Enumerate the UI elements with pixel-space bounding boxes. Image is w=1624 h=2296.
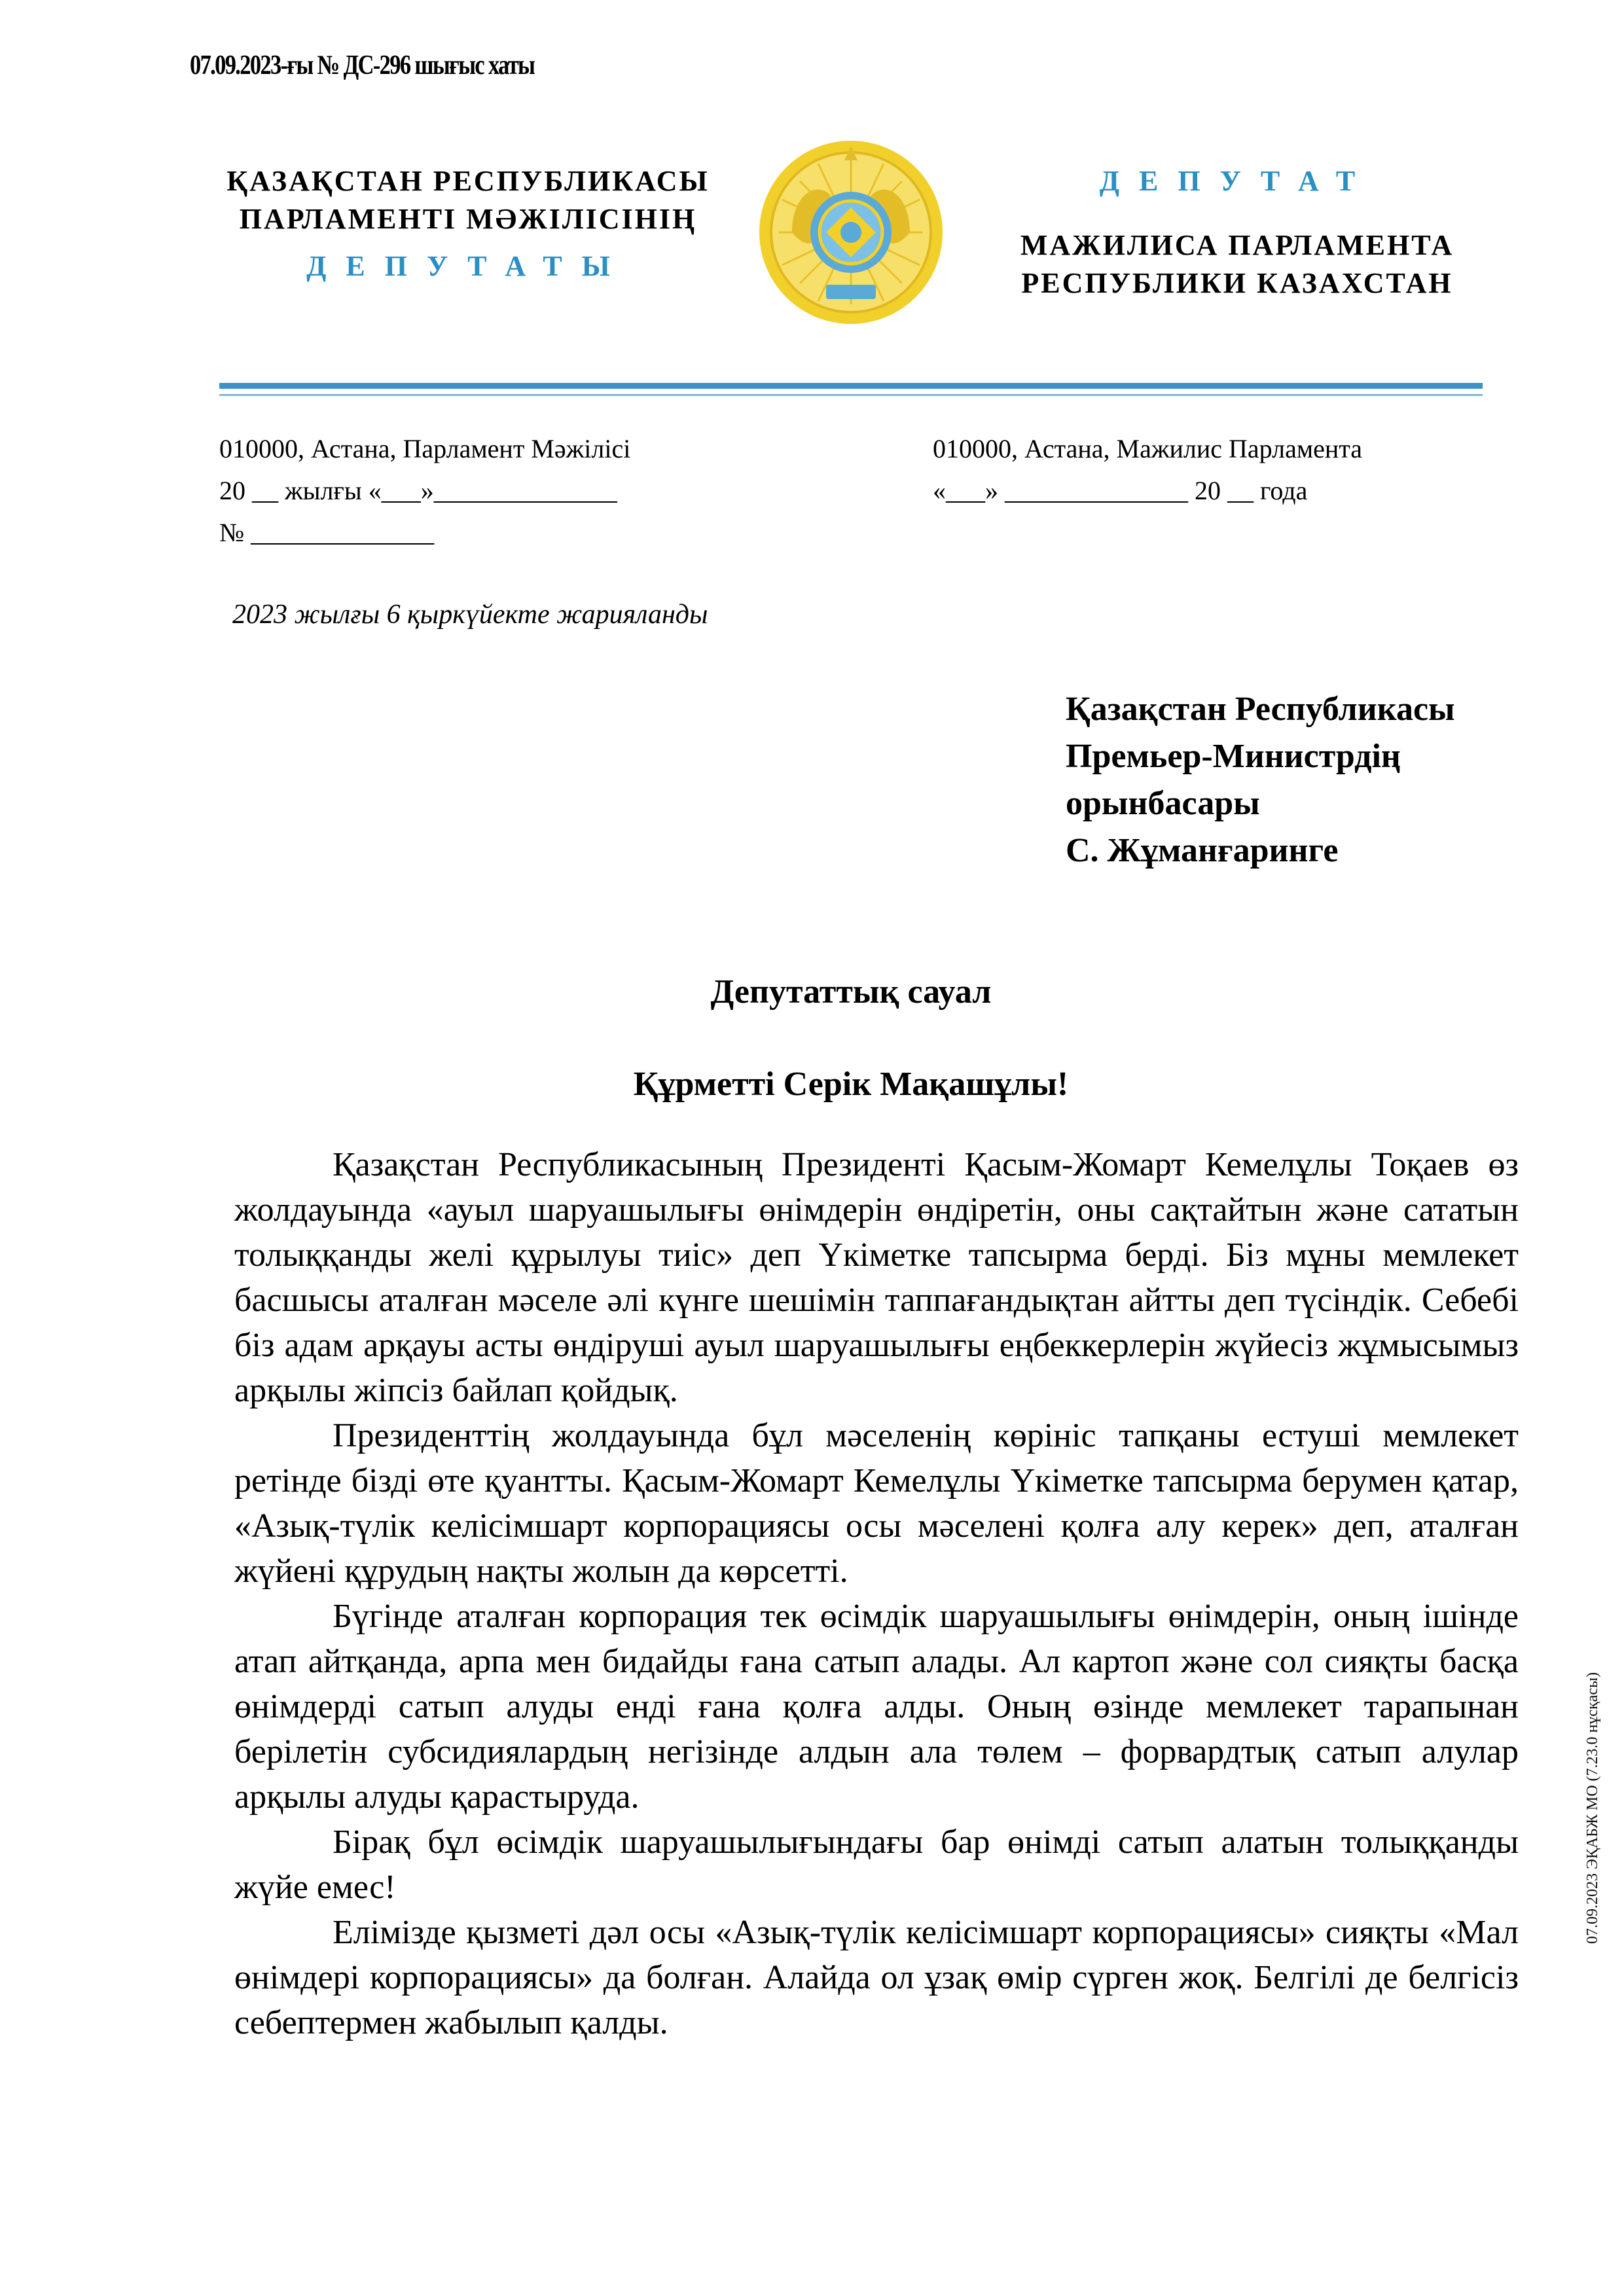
letterhead-left-title: ДЕПУТАТЫ <box>306 250 630 282</box>
addressee-line4: С. Жұманғаринге <box>1066 832 1339 869</box>
body-paragraph: Елімізде қызметі дәл осы «Азық-түлік келісімшарт корпорациясы» сияқты «Мал өнімдері корпорациясы» да болған. Алайда ол ұзақ өмір сүрген жоқ. Белгілі де белгісіз себептермен жабылып қалды. <box>234 1914 1519 2041</box>
document-system-side-mark: 07.09.2023 ЭҚАБЖ МО (7.23.0 нұсқасы) <box>1584 1672 1601 1944</box>
body-paragraph: Президенттің жолдауында бұл мәселенің көрініс тапқаны естуші мемлекет ретінде бізді өте қуантты. Қасым-Жомарт Кемелұлы Үкіметке тапсырма берумен қатар, «Азық-түлік келісімшарт корпорациясы осы мәселені қолға алу керек» деп, аталған жүйені құрудың нақты жолын да көрсетті. <box>234 1417 1519 1590</box>
kazakhstan-state-emblem-icon <box>753 134 949 331</box>
outgoing-letter-reference: 07.09.2023-ғы № ДС-296 шығыс хаты <box>190 50 535 81</box>
addressee-line1: Қазақстан Республикасы <box>1066 691 1455 728</box>
letterhead-left-line1: ҚАЗАҚСТАН РЕСПУБЛИКАСЫ <box>226 165 710 197</box>
address-block-russian <box>933 428 1362 512</box>
document-title: Депутаттық сауал <box>710 973 992 1011</box>
address-block-kazakh <box>219 428 630 554</box>
letterhead-right <box>988 162 1486 302</box>
letterhead-left <box>219 162 717 285</box>
letterhead-left-line2: ПАРЛАМЕНТІ МӘЖІЛІСІНІҢ <box>239 203 697 235</box>
letter-body <box>234 1142 1519 2045</box>
addressee-block <box>1066 686 1455 874</box>
addressee-line3: орынбасары <box>1066 785 1260 822</box>
address-right-line1: 010000, Астана, Мажилис Парламента <box>933 434 1363 463</box>
salutation: Құрметті Серік Мақашұлы! <box>633 1066 1069 1103</box>
published-date-note: 2023 жылғы 6 қыркүйекте жарияланды <box>232 600 708 630</box>
address-left-line1: 010000, Астана, Парламент Мәжілісі <box>219 434 631 463</box>
letterhead-right-title: ДЕПУТАТ <box>1099 165 1375 197</box>
addressee-line2: Премьер-Министрдің <box>1066 738 1401 775</box>
body-paragraph: Бүгінде аталған корпорация тек өсімдік шаруашылығы өнімдерін, оның ішінде атап айтқанда, арпа мен бидайды ғана сатып алады. Ал картоп және сол сияқты басқа өнімдерді сатып алуды енді ғана қолға алды. Оның өзінде мемлекет тарапынан берілетін субсидиялардың негізінде алдын ала төлем – форвардтық сатып алулар арқылы алуды қарастыруда. <box>234 1598 1519 1816</box>
letterhead-divider-thin <box>219 394 1483 396</box>
address-left-line3: № ______________ <box>219 518 435 547</box>
letterhead-right-line1: МАЖИЛИСА ПАРЛАМЕНТА <box>1020 229 1454 261</box>
body-paragraph: Бірақ бұл өсімдік шаруашылығындағы бар өнімді сатып алатын толыққанды жүйе емес! <box>234 1823 1519 1906</box>
address-right-line2: «___» ______________ 20 __ года <box>933 476 1308 505</box>
letterhead-right-line2: РЕСПУБЛИКИ КАЗАХСТАН <box>1021 267 1453 299</box>
body-paragraph: Қазақстан Республикасының Президенті Қасым-Жомарт Кемелұлы Тоқаев өз жолдауында «ауыл шаруашылығы өнімдерін өндіретін, оны сақтайтын және сататын толыққанды желі құрылуы тиіс» деп Үкіметке тапсырма берді. Біз мұны мемлекет басшысы аталған мәселе әлі күнге шешімін таппағандықтан айтты деп түсіндік. Себебі біз адам арқауы асты өндіруші ауыл шаруашылығы еңбеккерлерін жүйесіз жұмысымыз арқылы жіпсіз байлап қойдық. <box>234 1146 1519 1409</box>
letterhead-divider <box>219 383 1483 389</box>
address-left-line2: 20 __ жылғы «___»______________ <box>219 476 617 505</box>
